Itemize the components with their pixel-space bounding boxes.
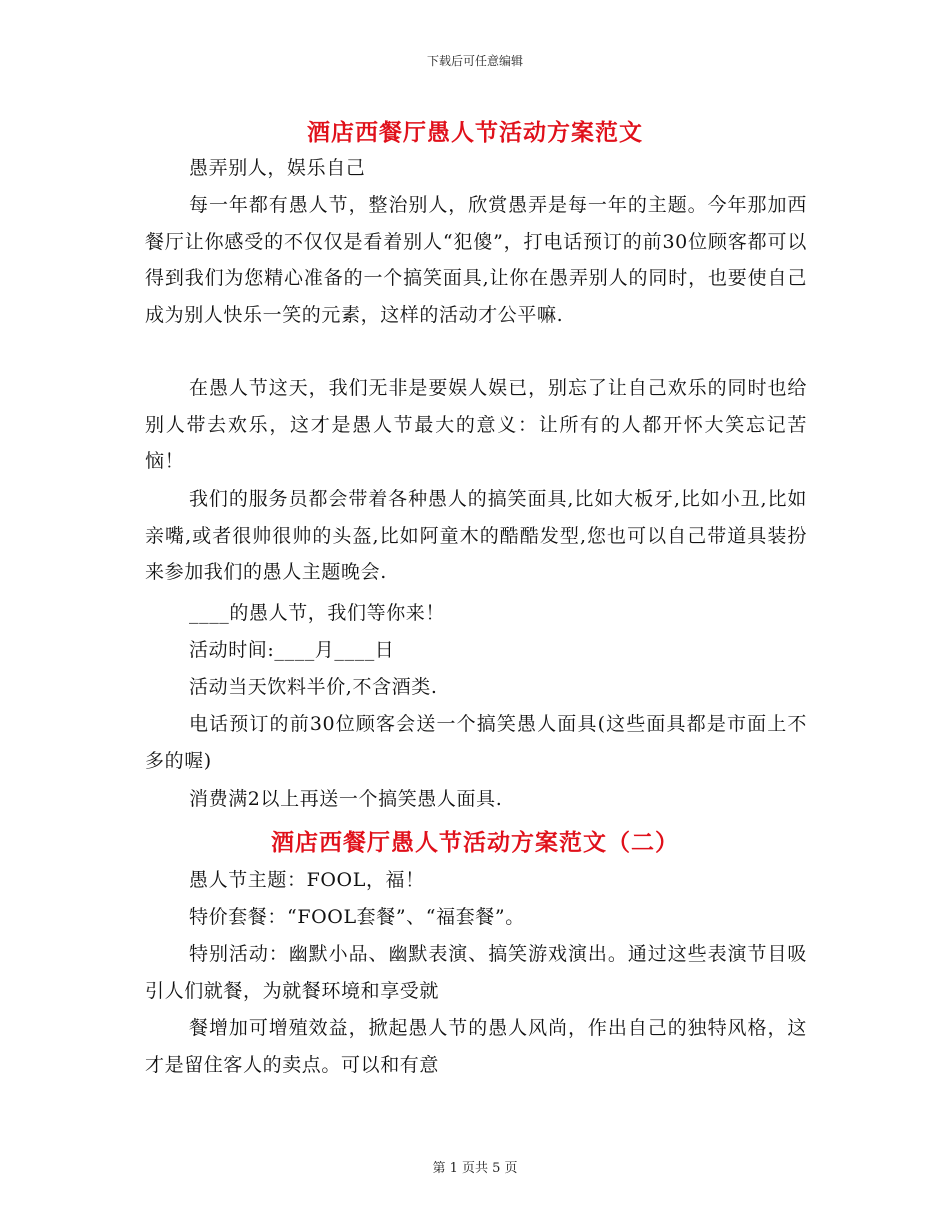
paragraph: 特价套餐：“FOOL套餐”、“福套餐”。 <box>189 906 525 928</box>
paragraph: 餐增加可增殖效益，掀起愚人节的愚人风尚，作出自己的独特风格，这才是留住客人的卖点。可以和有意 <box>145 1017 807 1076</box>
paragraph: 在愚人节这天，我们无非是要娱人娱已，别忘了让自己欢乐的同时也给别人带去欢乐，这才是愚人节最大的意义：让所有的人都开怀大笑忘记苦恼！ <box>145 377 807 472</box>
paragraph: 特别活动：幽默小品、幽默表演、搞笑游戏演出。通过这些表演节目吸引人们就餐，为就餐环境和享受就 <box>145 943 807 1002</box>
paragraph: 愚弄别人，娱乐自己 <box>189 157 366 179</box>
paragraph: ____的愚人节，我们等你来！ <box>189 602 446 624</box>
paragraph: 愚人节主题：FOOL，福！ <box>189 869 425 891</box>
paragraph: 消费满2以上再送一个搞笑愚人面具. <box>189 788 503 810</box>
paragraph: 活动时间:____月____日 <box>189 639 395 661</box>
paragraph: 我们的服务员都会带着各种愚人的搞笑面具,比如大板牙,比如小丑,比如亲嘴,或者很帅很帅的头盔,比如阿童木的酷酷发型,您也可以自己带道具装扮来参加我们的愚人主题晚会. <box>145 488 807 583</box>
paragraph: 每一年都有愚人节，整治别人，欣赏愚弄是每一年的主题。今年那加西餐厅让你感受的不仅仅是看着别人“犯傻”，打电话预订的前30位顾客都可以得到我们为您精心准备的一个搞笑面具,让你在愚弄别人的同时，也要使自己成为别人快乐一笑的元素，这样的活动才公平嘛. <box>145 194 807 326</box>
section-title: 酒店西餐厅愚人节活动方案范文（二） <box>271 829 679 856</box>
page-header-note: 下载后可任意编辑 <box>426 54 523 68</box>
document-title: 酒店西餐厅愚人节活动方案范文 <box>307 119 643 146</box>
paragraph: 电话预订的前30位顾客会送一个搞笑愚人面具(这些面具都是市面上不多的喔) <box>145 713 807 772</box>
paragraph: 活动当天饮料半价,不含酒类. <box>189 676 438 698</box>
page-footer-number: 第 1 页共 5 页 <box>432 1161 518 1176</box>
